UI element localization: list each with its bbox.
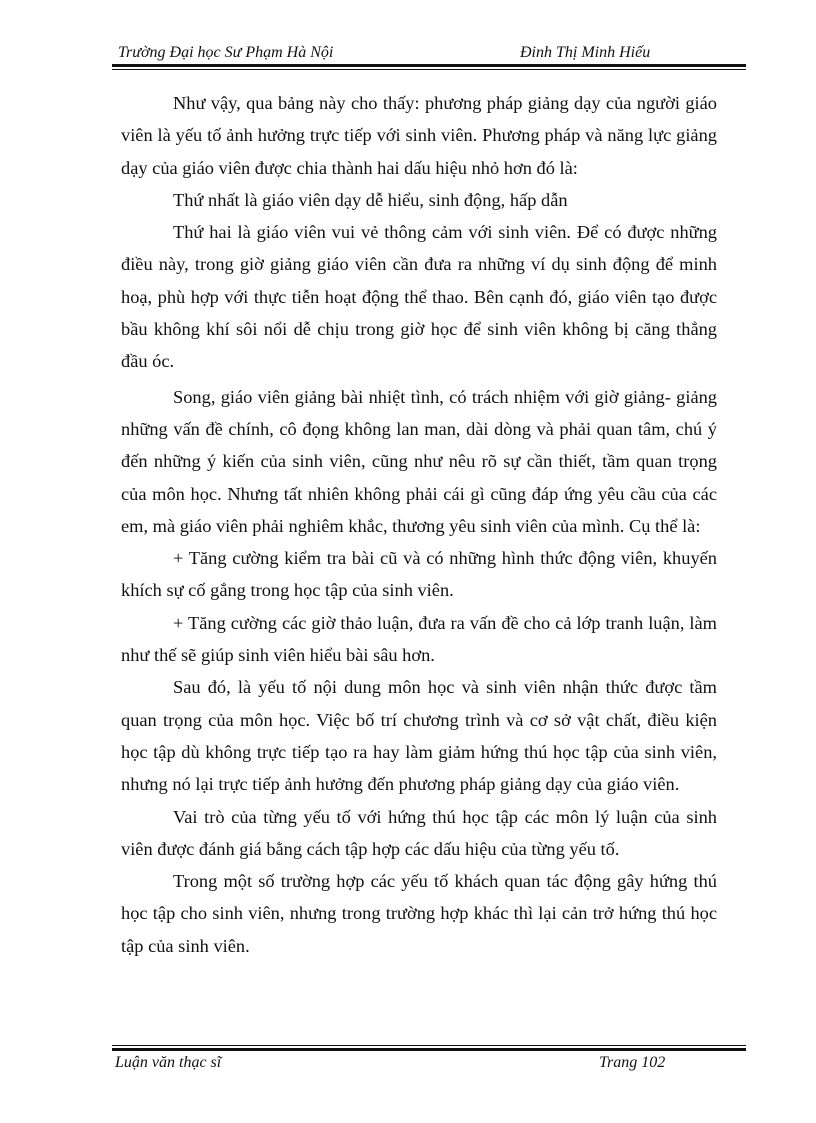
paragraph: Như vậy, qua bảng này cho thấy: phương pháp giảng dạy của người giáo viên là yếu tố ảnh hưởng trực tiếp với sinh viên. Phương pháp và năng lực giảng dạy của giáo viên được chia thành hai dấu hiệu nhỏ hơn đó là: [121,93,717,178]
page-footer [112,1054,746,1076]
page-number: Trang 102 [599,1054,666,1071]
header-rule-thick [112,64,746,67]
page-header [112,42,746,64]
paragraph: Vai trò của từng yếu tố với hứng thú học tập các môn lý luận của sinh viên được đánh giá bằng cách tập hợp các dấu hiệu của từng yếu tố. [121,806,717,859]
paragraph: Sau đó, là yếu tố nội dung môn học và sinh viên nhận thức được tầm quan trọng của môn học. Việc bố trí chương trình và cơ sở vật chất, điều kiện học tập dù không trực tiếp tạo ra hay làm giảm hứng thú học tập của sinh viên, nhưng nó lại trực tiếp ảnh hưởng đến phương pháp giảng dạy của giáo viên. [121,677,717,795]
paragraph: + Tăng cường kiểm tra bài cũ và có những hình thức động viên, khuyến khích sự cố gắng trong học tập của sinh viên. [121,548,717,601]
paragraph: Thứ nhất là giáo viên dạy dễ hiểu, sinh động, hấp dẫn [173,189,568,210]
header-author: Đinh Thị Minh Hiếu [520,44,651,61]
paragraph: Song, giáo viên giảng bài nhiệt tình, có trách nhiệm với giờ giảng- giảng những vấn đề chính, cô đọng không lan man, dài dòng và phải quan tâm, chú ý đến những ý kiến của sinh viên, cũng như nêu rõ sự cần thiết, tầm quan trọng của môn học. Nhưng tất nhiên không phải cái gì cũng đáp ứng yêu cầu của các em, mà giáo viên phải nghiêm khắc, thương yêu sinh viên của mình. Cụ thể là: [121,386,717,536]
body-text [121,87,717,962]
footer-rule-thick [112,1048,746,1051]
paragraph: + Tăng cường các giờ thảo luận, đưa ra vấn đề cho cả lớp tranh luận, làm như thế sẽ giúp sinh viên hiểu bài sâu hơn. [121,612,717,666]
footer-thesis-label: Luận văn thạc sĩ [115,1054,222,1071]
header-university: Trường Đại học Sư Phạm Hà Nội [118,44,334,61]
paragraph: Thứ hai là giáo viên vui vẻ thông cảm với sinh viên. Để có được những điều này, trong giờ giảng giáo viên cần đưa ra những ví dụ sinh động để minh hoạ, phù hợp với thực tiễn hoạt động thể thao. Bên cạnh đó, giáo viên tạo được bầu không khí sôi nổi dễ chịu trong giờ học để sinh viên không bị căng thẳng đầu óc. [121,222,717,372]
header-rule-thin [112,69,746,70]
footer-rule-thin [112,1045,746,1046]
paragraph: Trong một số trường hợp các yếu tố khách quan tác động gây hứng thú học tập cho sinh viên, nhưng trong trường hợp khác thì lại cản trở hứng thú học tập của sinh viên. [121,871,717,956]
